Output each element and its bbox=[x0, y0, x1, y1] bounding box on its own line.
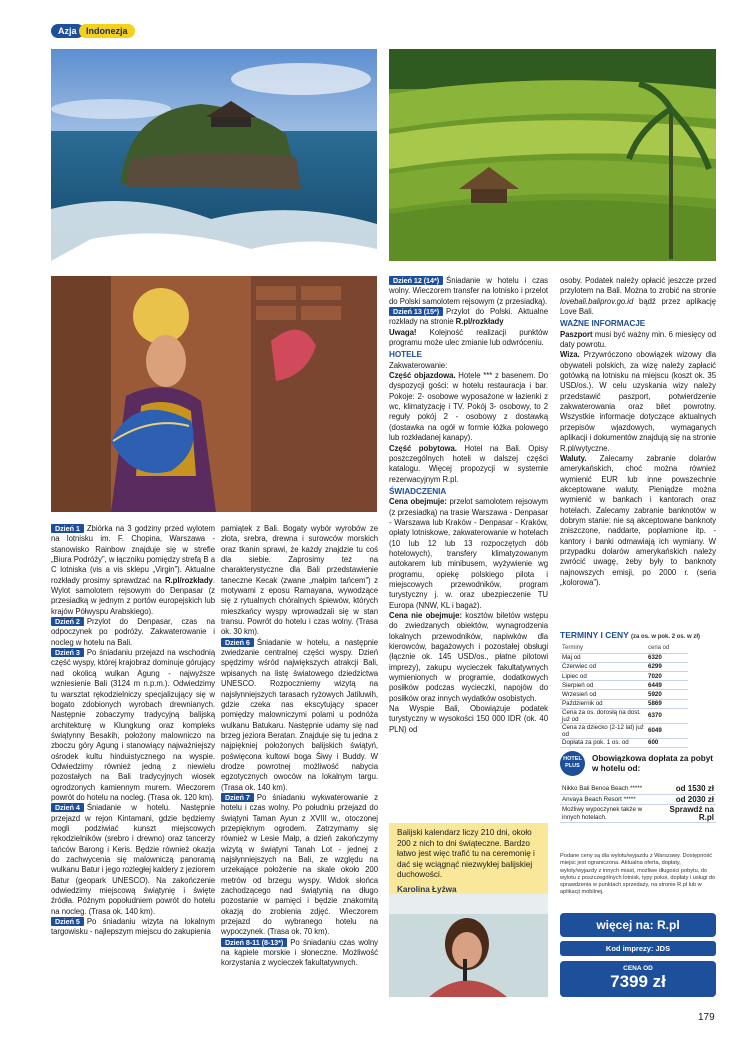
price-box bbox=[560, 961, 716, 997]
day-13-label: Dzień 13 (15*) bbox=[389, 307, 443, 316]
currency-label: Waluty. bbox=[560, 453, 587, 463]
table-row: Anvaya Beach Resort ***** od 2030 zł bbox=[562, 794, 714, 804]
day-7-text: Po śniadaniu wykwaterowanie z hotelu i czas wolny. Po południu przejazd do świątyni Taman Ayun z XVIII w., otoczonej przepięknym ogrodem. Zatrzymamy się również w Lesie Małp, a dzień zakończymy wizytą w świątyni Tanah Lot - jednej z najsłynniejszych na Bali, ze względu na urzekające położenie na skale około 200 metrów od brzegu wyspy. Widok słońca zachodzącego nad świątynią na długo pozostanie w pamięci i będzie znakomitą okazją do zrobienia zdjęć. Wieczorem przejazd do wybranego hotelu na wypoczynek. (Trasa ok. 70 km). bbox=[221, 792, 378, 937]
hotel-plus-badge: HOTEL PLUS bbox=[560, 751, 585, 776]
schedule-link-2[interactable]: R.pl/rozkłady bbox=[455, 317, 504, 327]
day-8-11-label: Dzień 8-11 (8-13*) bbox=[221, 938, 287, 947]
excludes-label: Cena nie obejmuje: bbox=[389, 611, 462, 620]
tourist-tax-text: Na Wyspie Bali, Obowiązuje podatek turystyczny w wysokości 150 000 IDR (ok. 40 PLN) od bbox=[389, 704, 548, 734]
important-info-heading: WAŻNE INFORMACJE bbox=[560, 319, 646, 329]
day-3-text: Po śniadaniu przejazd na wschodnią część wyspy, której krajobraz dominuje górujący nad okolicą wulkan Agung - najwyższe wzniesienie Bali (3124 m n.p.m.). Odwiedzimy tu warsztat rękodzielniczy specjalizujący się w bogato zdobionych wyrobach drewnianych. Następnie zobaczymy tradycyjną balijską architekturę w Klungkung oraz kompleks świątynny Besakih, położony malowniczo na zboczu góry Agung i stanowiący najważniejszy ośrodek kultu hinduistycznego na wyspie. Odwiedzimy również jedną z niewielu pozostałych na Bali tradycyjnych wiosek ogrodzonych kamiennym murem. Wieczorem powrót do hotelu na nocleg. (Trasa ok. 120 km). bbox=[51, 648, 215, 802]
itinerary-column-1 bbox=[51, 524, 215, 938]
guide-photo bbox=[389, 894, 548, 997]
price-table bbox=[560, 644, 688, 748]
services-heading: ŚWIADCZENIA bbox=[389, 486, 447, 496]
day-5-label: Dzień 5 bbox=[51, 917, 84, 926]
table-row: Lipiec od 7020 bbox=[560, 672, 688, 681]
day-1-label: Dzień 1 bbox=[51, 524, 84, 533]
prices-title: TERMINY I CENY (za os. w pok. 2 os. w zł) bbox=[560, 630, 701, 640]
price-from-label: CENA OD bbox=[623, 965, 653, 972]
table-row: Sierpień od 6449 bbox=[560, 681, 688, 690]
region-tag[interactable]: Azja bbox=[51, 24, 84, 38]
note-label: Uwaga! bbox=[389, 327, 417, 337]
more-button[interactable]: więcej na: R.pl bbox=[560, 913, 716, 937]
passport-label: Paszport bbox=[560, 329, 593, 339]
hotels-heading: HOTELE bbox=[389, 350, 422, 360]
info-column-4 bbox=[560, 276, 716, 588]
day-13-text: Przylot do Polski. Aktualne rozkłady na stronie bbox=[389, 307, 548, 327]
table-row: Możliwy wypoczynek także w innych hotelach. Sprawdź na R.pl bbox=[562, 805, 714, 822]
day-12-label: Dzień 12 (14*) bbox=[389, 276, 443, 285]
day-7-label: Dzień 7 bbox=[221, 793, 254, 802]
day-5-text: Po śniadaniu wizyta na lokalnym targowisku - najlepszym miejscu do zakupienia bbox=[51, 917, 215, 937]
table-row: Cena za os. dorosłą na dost. już od 6370 bbox=[560, 708, 688, 723]
currency-text: Zalecamy zabranie dolarów amerykańskich, choć można również wymienić EUR lub inne powszechnie akceptowane waluty. Pieniądze można wymienić w bankach i kantorach oraz hotelach. Zalecamy zabranie banknotów w dobrym stanie: nie są akceptowane banknoty zniszczone, naddarte, poplamione itp. - kantory i banki odmawiają ich wymiany. W przypadku dolarów amerykańskich należy zwrócić uwagę, żeby były to banknoty najnowszych emisji, po 2000 r. (seria „kolorowa”). bbox=[560, 453, 717, 587]
guide-name: Karolina Łyżwa bbox=[397, 884, 457, 894]
info-column-3 bbox=[389, 276, 548, 735]
includes-text: przelot samolotem rejsowym (z przesiadką) na trasie Warszawa - Denpasar - Warszawa lub Kraków - Denpasar - Kraków, opłaty lotniskowe, zakwaterowanie w hotelach (10 lub 12 lub 13 rozpoczętych dób hotelowych), transfery klimatyzowanym autokarem lub minibusem, wyżywienie wg programu, opiekę polskiego pilota i miejscowych przewodników, program turystyczny j. w. oraz ubezpieczenie TU Europa (NNW, KL i bagaż). bbox=[389, 497, 548, 610]
table-row: Dopłata za pok. 1 os. od 600 bbox=[560, 738, 688, 747]
day-8-11-text: Po śniadaniu czas wolny na kąpiele morskie i słoneczne. Możliwość korzystania z wycieczek fakultatywnych. bbox=[221, 937, 378, 968]
guide-quote bbox=[389, 823, 548, 894]
hotel-fee-header bbox=[560, 751, 716, 781]
hotel-fee-table bbox=[560, 784, 716, 823]
day-6-text: Śniadanie w hotelu, a następnie zwiedzanie centralnej części wyspy. Dzień spędzimy wśród największych atrakcji Bali, wpisanych na listę światowego dziedzictwa UNESCO. Rozpoczniemy wizytą na najsłynniejszych tarasach ryżowych Jatiluwih, gdzie czeka nas ekscytujący spacer pomiędzy malowniczymi polami u podnóża wulkanu Batukaru. Następnie udamy się nad brzeg jeziora Beratan. Znajduje się tu jedna z najpiękniej położonych balijskich świątyń, poświęcona kultowi boga Śiwy i Buddy. W drodze powrotnej możliwość nabycia egzotycznych owoców na lokalnym targu. (Trasa ok. 140 km). bbox=[221, 637, 378, 792]
rice-terraces-photo bbox=[389, 49, 716, 261]
passport-text: musi być ważny min. 6 miesięcy od daty powrotu. bbox=[560, 329, 716, 350]
visa-text: Przywróczono obowiązek wizowy dla obywateli polskich, za wizę należy zapłacić gotówką na lotnisku na miejscu (koszt ok. 35 USD/os.). W celu uzyskania wizy należy przedstawić paszport, potwierdzenie zakwaterowania oraz bilet powrotny. Wszystkie informacje dotyczące aktualnych przepisów wjazdowych, wymaganych aplikacji i dokumentów znajdują się na stronie R.pl/wytyczne. bbox=[560, 350, 716, 453]
includes-label: Cena obejmuje: bbox=[389, 497, 447, 507]
day-2-text: Przylot do Denpasar, czas na odpoczynek po podróży. Zakwaterowanie i nocleg w hotelu na Bali. bbox=[51, 617, 215, 647]
price-note: Podane ceny są dla wylotu/wyjazdu z Warszawy. Dostępność miejsc jest ograniczona. Aktualna oferta, dopłaty, wyloty/wyjazdy z innych miast, możliwe długości pobytu, do wylotu z poszczególnych lotnisk, typy pokoi, dopłaty i usługi do sprawdzenia w punktach sprzedaży, na stronie R.pl lub w aplikacji mobilnej. bbox=[560, 853, 716, 896]
table-row: Maj od 6320 bbox=[560, 653, 688, 662]
day-5-continued: pamiątek z Bali. Bogaty wybór wyrobów ze złota, srebra, drewna i surowców morskich oraz tkanin sprawi, że każdy znajdzie tu coś dla siebie. Zaprosimy tez na charakterystyczne dla Bali przedstawienie taneczne Kecak (zwane „małpim tańcem”) z motywami z eposu Ramayana, wywodzące się z rytualnych chóralnych śpiewów, których mieszkańcy wyspy wprowadzali się w stan transu. Powrót do hotelu i czas wolny. (Trasa ok. 30 km). bbox=[221, 524, 378, 637]
tour-part-label: Część objazdowa. bbox=[389, 371, 456, 381]
dancer-photo bbox=[51, 276, 377, 512]
lovebali-link[interactable]: lovebali.baliprov.go.id bbox=[560, 296, 634, 306]
day-4-label: Dzień 4 bbox=[51, 803, 84, 812]
accommodation-label: Zakwaterowanie: bbox=[389, 360, 448, 370]
visa-label: Wiza. bbox=[560, 350, 580, 360]
tax-continued-b: bądź przez aplikację Love Bali. bbox=[560, 296, 716, 317]
header-terms: Terminy bbox=[560, 644, 646, 653]
day-4-text: Śniadanie w hotelu. Następnie przejazd w rejon Kintamani, gdzie będziemy mogli podziwiać kunszt miejscowych rękodzielników (srebro i drewno) oraz tancerzy tańców Barong i Keris. Będzie również okazja do zachwycenia się malowniczą panoramą wulkanu Batur i jego rozległej kaldery z jeziorem Batur (geopark UNESCO). Na zakończenie odwiedzimy miejscową świątynię i święte źródła. Późnym popołudniem powrót do hotelu na nocleg. (Trasa ok. 140 km). bbox=[51, 803, 215, 916]
stay-part-label: Część pobytowa. bbox=[389, 443, 457, 453]
table-row: Czerwiec od 6299 bbox=[560, 662, 688, 671]
tour-code: Kod imprezy: JDS bbox=[560, 941, 716, 956]
quote-text: Balijski kalendarz liczy 210 dni, około 200 z nich to dni świąteczne. Bardzo łatwo jest więc trafić tu na ceremonię i dać się wciągnąć niezwykłej balijskiej duchowości. bbox=[397, 828, 535, 879]
day-1-text: Zbiórka na 3 godziny przed wylotem na lotnisku im. F. Chopina, Warszawa - stanowisko Rainbow znajduje się w strefie „Biura Podróży”, w łączniku pomiędzy strefą B a C lotniska (vis a vis sklepu „Virgin”). Aktualne rozkłady prosimy sprawdzać na bbox=[51, 524, 215, 585]
day-6-label: Dzień 6 bbox=[221, 638, 254, 647]
table-row: Nikko Bali Benoa Beach ***** od 1530 zł bbox=[562, 784, 714, 793]
table-row: Wrzesień od 5920 bbox=[560, 690, 688, 699]
excludes-text: kosztów biletów wstępu do zwiedzanych obiektów, wynagrodzenia lokalnych przewodników, napiwków dla kierowców, bagażowych i pozostałej obsługi (łącznie ok. 145 USD/os., płatne pilotowi imprezy), zakupu wycieczek fakultatywnych wymienionych w programie, dodatkowych posiłków podczas wycieczki, napojów do posiłków oraz innych wydatków osobistych. bbox=[389, 611, 548, 703]
table-row: Październik od 5869 bbox=[560, 699, 688, 708]
day-3-label: Dzień 3 bbox=[51, 648, 84, 657]
country-tag[interactable]: Indonezja bbox=[79, 24, 135, 38]
tour-part-text: Hotele *** z basenem. Do dyspozycji gości: w hotelu restauracja i bar. Pokoje: 2- osobowe wyposażone w łazienki z wc, klimatyzację i TV. Pokój 3- osobowy, to 2 reguły pokój 2 - osobowy z dostawką (dostawka na ogół w formie łóżka polowego lub rozkładanej kanapy). bbox=[389, 371, 548, 443]
tax-continued: osoby. Podatek należy opłacić jeszcze przed przylotem na Bali. Można to zrobić na stronie bbox=[560, 276, 716, 296]
note-text: Kolejność realizacji punktów programu może ulec zmianie lub odwróceniu. bbox=[389, 327, 548, 348]
day-2-label: Dzień 2 bbox=[51, 617, 84, 626]
table-row: Cena za dziecko (2-12 lat) już od 6049 bbox=[560, 723, 688, 738]
day-12-text: Śniadanie w hotelu i czas wolny. Wieczorem transfer na lotnisko i przelot do Polski samolotem rejsowym (z przesiadką). bbox=[389, 276, 548, 306]
schedule-link[interactable]: R.pl/rozkłady bbox=[164, 575, 213, 585]
header-price: cena od bbox=[646, 644, 688, 653]
page-number: 179 bbox=[698, 1012, 715, 1023]
prices-subtitle: (za os. w pok. 2 os. w zł) bbox=[631, 634, 701, 640]
stay-part-text: Hotel na Bali. Opisy poszczególnych hoteli w dalszej części katalogu. Więcej propozycji w systemie rezerwacyjnym R.pl. bbox=[389, 443, 548, 484]
price-table-header bbox=[560, 644, 688, 653]
hotel-fee-title: Obowiązkowa dopłata za pobyt w hotelu od: bbox=[592, 754, 714, 773]
itinerary-column-2 bbox=[221, 524, 378, 969]
price-value: 7399 zł bbox=[610, 972, 666, 991]
temple-photo bbox=[51, 49, 377, 261]
day-1-text-b: . Wylot samolotem rejsowym do Denpasar (z przesiadką w jednym z portów europejskich lub krajów Półwyspu Arabskiego). bbox=[51, 575, 215, 616]
